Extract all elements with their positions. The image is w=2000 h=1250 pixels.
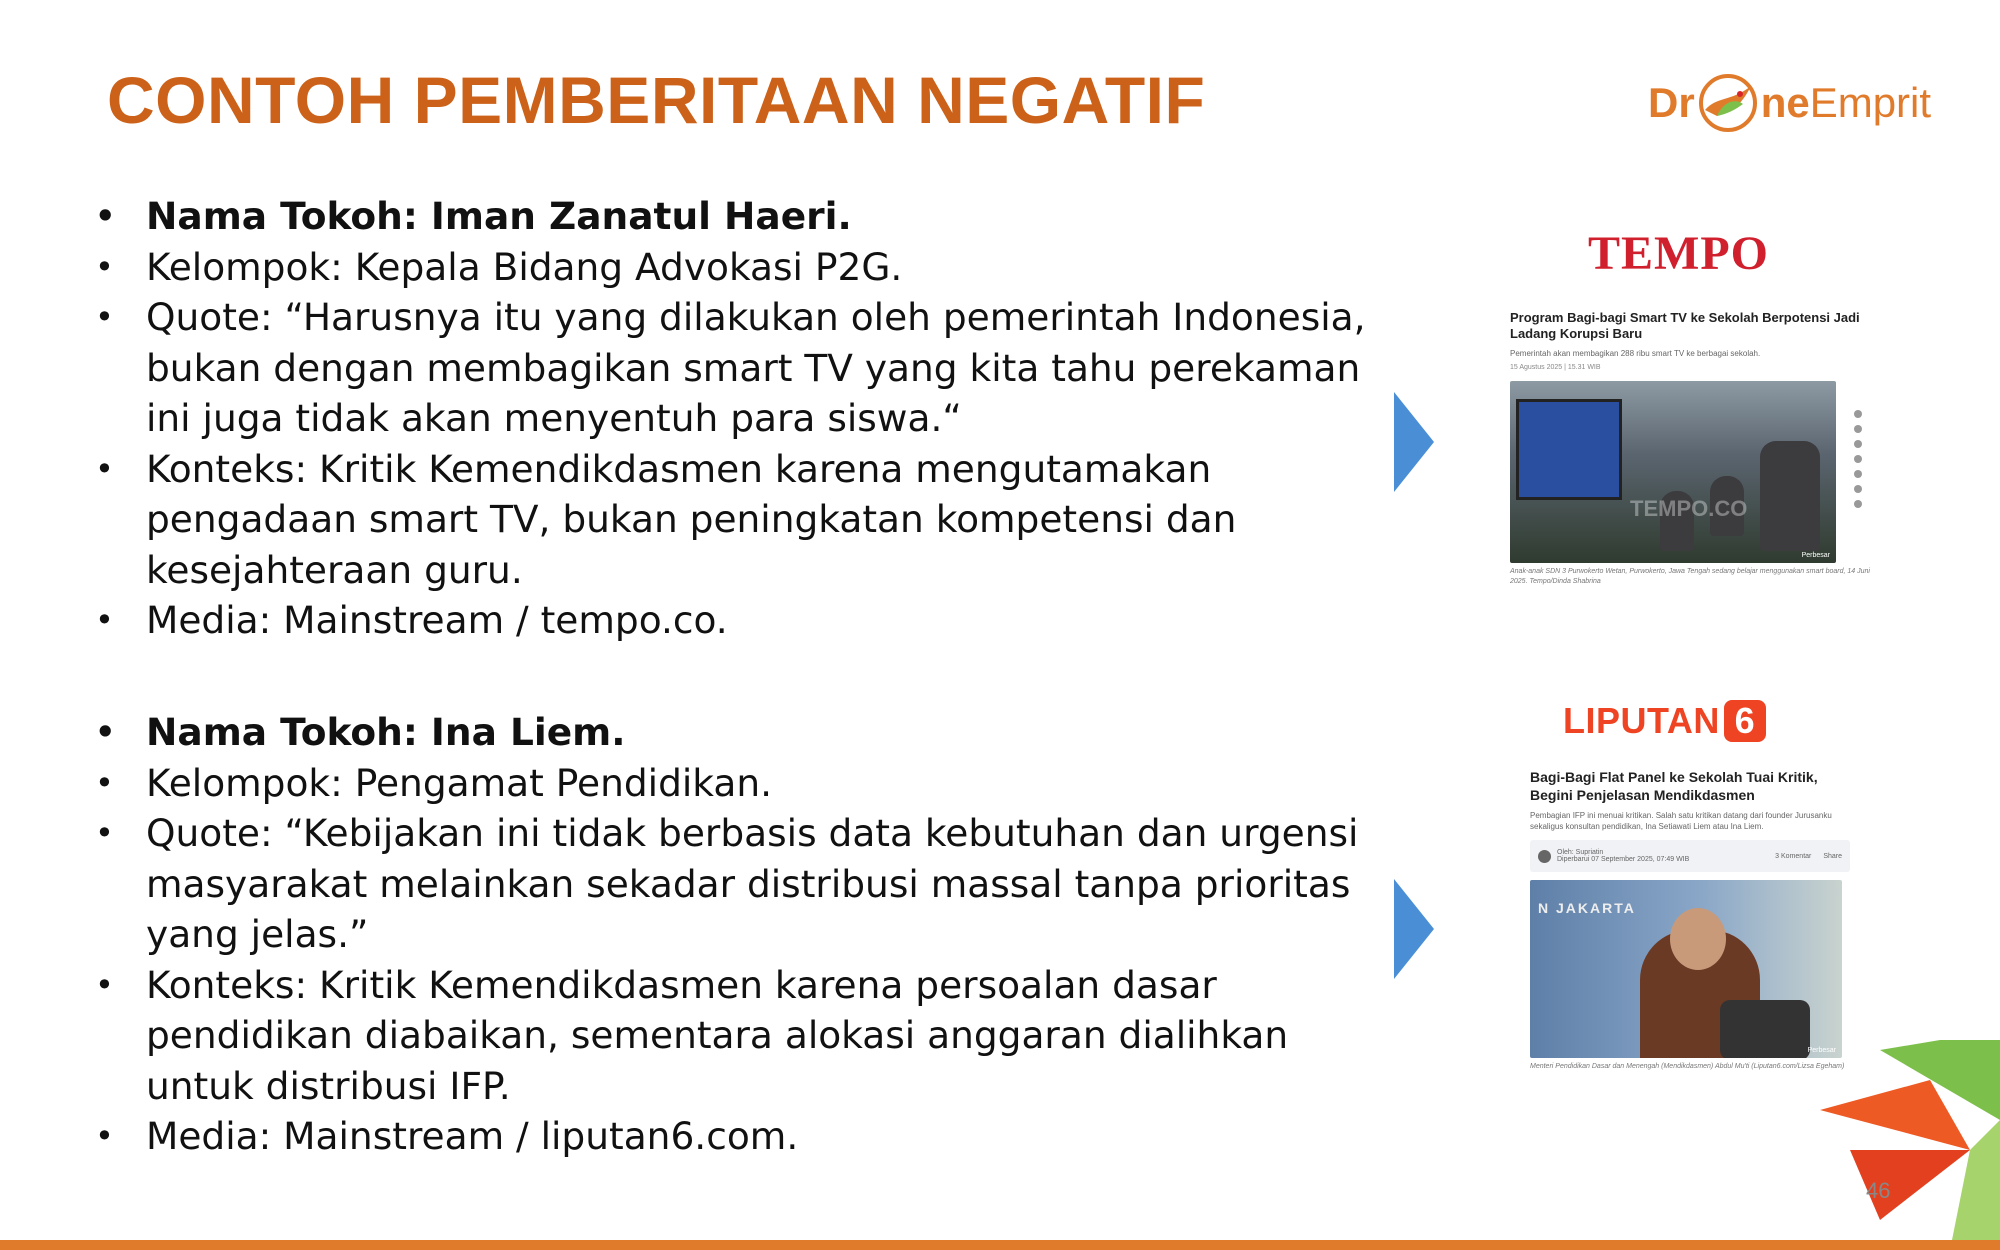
author-name: Oleh: Supriatin — [1557, 849, 1604, 856]
x-icon — [1854, 470, 1862, 478]
bullet-media: • Media: Mainstream / tempo.co. — [95, 595, 1385, 646]
bookmark-icon — [1854, 425, 1862, 433]
photo-caption: Anak-anak SDN 3 Purwokerto Wetan, Purwokerto, Jawa Tengah sedang belajar menggunakan smart board, 14 Juni 2025. Tempo/Dinda Shabrina — [1510, 568, 1870, 585]
bullet-name: • Nama Tokoh: Ina Liem. — [95, 707, 1385, 758]
photo-caption: Menteri Pendidikan Dasar dan Menengah (Mendikdasmen) Abdul Mu'ti (Liputan6.com/Lizsa Egeham) — [1530, 1063, 1845, 1070]
article-actions — [1765, 853, 1842, 860]
bullet-media: • Media: Mainstream / liputan6.com. — [95, 1111, 1385, 1162]
smart-tv-screen — [1516, 399, 1622, 500]
link-icon — [1854, 500, 1862, 508]
article-subtitle: Pemerintah akan membagikan 288 ribu smart TV ke berbagai sekolah. — [1510, 349, 1761, 358]
logo-text-emprit: Emprit — [1809, 79, 1932, 126]
article-headline: Bagi-Bagi Flat Panel ke Sekolah Tuai Kritik, Begini Penjelasan Mendikdasmen — [1530, 769, 1818, 803]
author-info — [1538, 849, 1689, 863]
page-number: 46 — [1866, 1178, 1891, 1203]
drone-bird-icon — [1697, 72, 1759, 134]
logo-text-dr: Dr — [1648, 79, 1695, 126]
profile-block-2 — [95, 707, 1385, 1162]
profile-block-1 — [95, 191, 1385, 646]
article-subtitle: Pembagian IFP ini menuai kritikan. Salah satu kritikan datang dari founder Jurusanku sekaligus konsultan pendidikan, Ina Setiawati Liem atau Ina Liem. — [1530, 811, 1832, 831]
comments-count: 3 Komentar — [1775, 852, 1812, 860]
article-headline: Program Bagi-bagi Smart TV ke Sekolah Berpotensi Jadi Ladang Korupsi Baru — [1510, 310, 1860, 341]
bottom-accent-bar — [0, 1240, 2000, 1250]
slide-title: CONTOH PEMBERITAAN NEGATIF — [107, 63, 1206, 137]
enlarge-label: Perbesar — [1807, 1047, 1836, 1054]
bullet-group: • Kelompok: Pengamat Pendidikan. — [95, 758, 1385, 809]
liputan-number: 6 — [1724, 700, 1766, 742]
enlarge-label: Perbesar — [1801, 552, 1830, 559]
microphones — [1720, 1000, 1810, 1058]
bullet-name: • Nama Tokoh: Iman Zanatul Haeri. — [95, 191, 1385, 242]
arrow-right-icon — [1394, 879, 1434, 979]
published-date: Diperbarui 07 September 2025, 07:49 WIB — [1557, 856, 1690, 863]
author-avatar — [1538, 850, 1551, 863]
bullet-context: • Konteks: Kritik Kemendikdasmen karena mengutamakan pengadaan smart TV, bukan peningkatan kompetensi dan kesejahteraan guru. — [95, 444, 1385, 596]
arrow-right-icon — [1394, 392, 1434, 492]
article-photo — [1530, 880, 1842, 1058]
minister-head — [1670, 908, 1726, 970]
liputan6-logo — [1563, 700, 1766, 742]
tempo-logo: TEMPO — [1588, 227, 1769, 280]
bullet-context: • Konteks: Kritik Kemendikdasmen karena persoalan dasar pendidikan diabaikan, sementara alokasi anggaran dialihkan untuk distribusi IFP. — [95, 960, 1385, 1112]
bullet-quote: • Quote: “Kebijakan ini tidak berbasis data kebutuhan dan urgensi masyarakat melainkan sekadar distribusi massal tanpa prioritas yang jelas.” — [95, 808, 1385, 960]
font-size-icon — [1854, 410, 1862, 418]
share-label: Share — [1823, 852, 1842, 860]
logo-text-ne: ne — [1760, 79, 1810, 126]
article-photo — [1510, 381, 1836, 563]
whatsapp-icon — [1854, 440, 1862, 448]
bullet-quote: • Quote: “Harusnya itu yang dilakukan oleh pemerintah Indonesia, bukan dengan membagikan smart TV yang kita tahu perekaman ini juga tidak akan menyentuh para siswa.“ — [95, 292, 1385, 444]
student-figure — [1760, 441, 1820, 551]
corner-decoration — [1820, 1040, 2000, 1250]
liputan6-article-screenshot — [1530, 768, 1850, 1072]
drone-emprit-logo — [1648, 68, 1931, 138]
tempo-article-screenshot — [1510, 310, 1876, 587]
article-date: 15 Agustus 2025 | 15.31 WIB — [1510, 364, 1601, 371]
telegram-icon — [1854, 485, 1862, 493]
share-toolbar — [1854, 410, 1866, 515]
article-meta-bar — [1530, 840, 1850, 872]
liputan-text: LIPUTAN — [1563, 700, 1720, 741]
facebook-icon — [1854, 455, 1862, 463]
photo-watermark: TEMPO.CO — [1630, 496, 1748, 521]
building-sign: N JAKARTA — [1538, 900, 1636, 916]
bullet-group: • Kelompok: Kepala Bidang Advokasi P2G. — [95, 242, 1385, 293]
